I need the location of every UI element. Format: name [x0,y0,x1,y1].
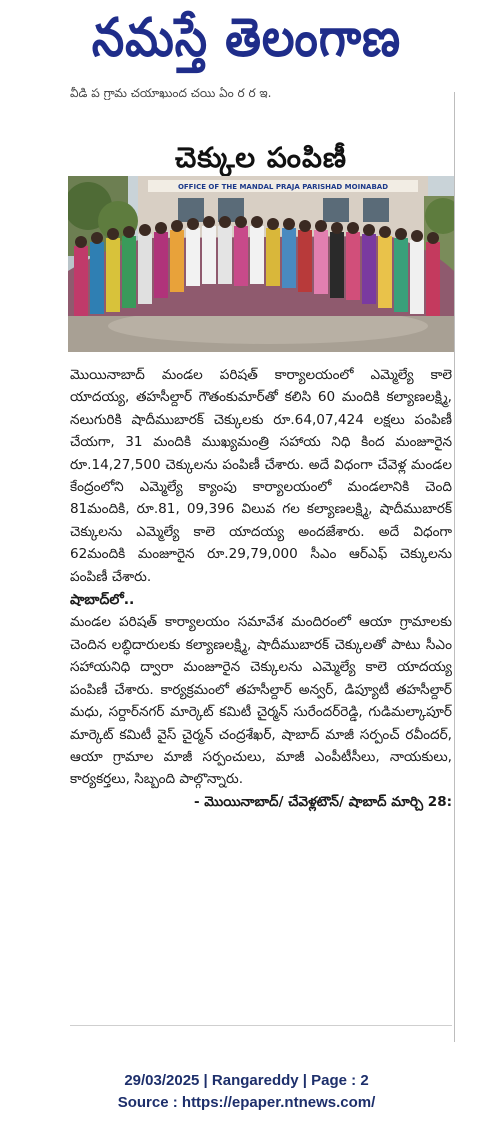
section-subheading: షాబాద్‌లో.. [70,592,135,609]
article-paragraph: మొయినాబాద్ మండల పరిషత్ కార్యాలయంలో ఎమ్మెల్యే కాలె యాదయ్య, తహసీల్దార్ గౌతంకుమార్‌తో కలిసి 60 మందికి కల్యాణలక్ష్మి, నలుగురికి షాదీముబారక్ చెక్కులకు రూ.64,07,424 లక్షలు పంపిణీ చేయగా, 31 మందికి ముఖ్యమంత్రి సహాయ నిధి కింద మంజూరైన రూ.14,27,500 చెక్కులను పంపిణీ చేశారు. అదే విధంగా చేవెళ్ల మండల కేంద్రంలోని ఎమ్మెల్యే క్యాంపు కార్యాలయంలో మండలానికి చెంది 81మందికి, రూ.81, 09,396 విలువ గల కల్యాణలక్ష్మి, షాదీముబారక్ చెక్కులను ఎమ్మెల్యే కాలె యాదయ్య అందజేశారు. అదే విధంగా 62మందికి మంజూరైన రూ.29,79,000 సీఎం ఆర్ఎఫ్ చెక్కులను పంపిణీ చేశారు. [70,367,452,585]
article-paragraph: మండల పరిషత్ కార్యాలయం సమావేశ మందిరంలో ఆయా గ్రామాలకు చెందిన లబ్ధిదారులకు కల్యాణలక్ష్మి, షాదీముబారక్ చెక్కులతో పాటు సీఎం సహాయనిధి ద్వారా మంజూరైన చెక్కులను ఎమ్మెల్యే కాలె యాదయ్య పంపిణీ చేశారు. కార్యక్రమంలో తహసీల్దార్ అన్వర్, డిప్యూటీ తహసీల్దార్ మధు, సర్దార్‌నగర్ మార్కెట్ కమిటీ చైర్మన్ సురేందర్‌రెడ్డి, గుడిమల్కాపూర్ మార్కెట్ కమిటీ వైస్ చైర్మన్ చంద్రశేఖర్, షాబాద్ మాజీ సర్పంచ్ రవీందర్, ఆయా గ్రామాల మాజీ సర్పంచులు, మాజీ ఎంపీటీసీలు, నాయకులు, కార్యకర్తలు, సిబ్బంది పాల్గొన్నారు. [70,614,452,788]
article-body [70,364,452,813]
cut-off-caption: వీడి ప గ్రామ చయాఖుంద చయి ఏం ర ర ఇ. [70,86,272,100]
article-byline: - మొయినాబాద్/ చేవెళ్లటౌన్/ షాబాద్ మార్చి 28: [193,793,452,810]
office-sign: OFFICE OF THE MANDAL PRAJA PARISHAD MOINABAD [177,183,389,191]
masthead [0,0,493,88]
edition-info: 29/03/2025 | Rangareddy | Page : 2 [124,1072,369,1089]
source-link[interactable]: Source : https://epaper.ntnews.com/ [117,1094,376,1111]
newspaper-logo: నమస్తే తెలంగాణ [91,6,402,69]
article-photo [68,176,454,352]
crowd-illustration [68,216,454,316]
bottom-divider [70,1025,452,1026]
news-clipping [68,86,455,1042]
article-headline: చెక్కుల పంపిణీ [174,140,347,174]
source-footer [0,1070,493,1114]
